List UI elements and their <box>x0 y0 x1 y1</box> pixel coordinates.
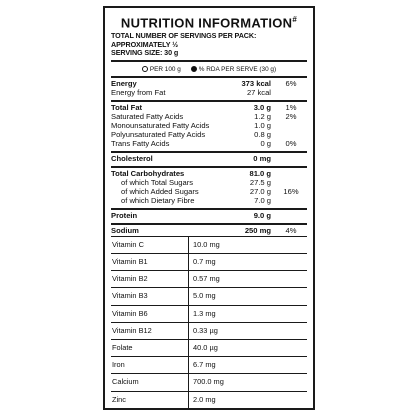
nutrient-rda <box>275 169 307 178</box>
nutrient-row <box>111 130 307 139</box>
nutrient-value: 27.5 g <box>249 177 271 187</box>
vitamin-row <box>111 270 307 287</box>
servings-per-pack: TOTAL NUMBER OF SERVINGS PER PACK: APPROXIMATELY ½ <box>111 31 257 49</box>
sodium-section <box>111 225 307 236</box>
nutrient-value: 81.0 g <box>249 168 271 178</box>
vitamin-row <box>111 236 307 253</box>
nutrient-rda <box>275 211 307 220</box>
nutrient-value: 373 kcal <box>241 78 271 88</box>
nutrient-rda: 6% <box>285 78 297 88</box>
nutrient-label: Polyunsaturated Fatty Acids <box>111 129 206 139</box>
nutrient-label: Monounsaturated Fatty Acids <box>111 120 210 130</box>
nutrient-label: Sodium <box>111 225 139 235</box>
vitamin-value: 10.0 mg <box>193 239 220 249</box>
nutrient-row <box>111 178 307 187</box>
nutrient-label: Energy <box>111 78 137 88</box>
vitamin-label: Iron <box>111 357 189 373</box>
servings-info <box>111 32 307 58</box>
nutrient-value: 0 mg <box>253 153 271 163</box>
protein-section <box>111 210 307 221</box>
nutrient-value: 27.0 g <box>249 186 271 196</box>
nutrient-rda <box>275 121 307 130</box>
nutrient-label: Total Carbohydrates <box>111 168 185 178</box>
legend-rda <box>191 66 276 73</box>
vitamin-value: 0.57 mg <box>193 274 220 284</box>
nutrient-row <box>111 121 307 130</box>
vitamin-value: 700.0 mg <box>193 377 224 387</box>
vitamin-mineral-list <box>105 236 313 408</box>
vitamin-value: 0.33 µg <box>193 325 218 335</box>
title-text: NUTRITION INFORMATION <box>120 15 293 31</box>
vitamin-label: Vitamin B12 <box>111 323 189 339</box>
vitamin-row <box>111 253 307 270</box>
nutrient-row <box>111 154 307 163</box>
vitamin-row <box>111 339 307 356</box>
filled-circle-icon <box>191 66 197 72</box>
nutrient-rda <box>275 88 307 97</box>
nutrient-label: Trans Fatty Acids <box>111 138 170 148</box>
open-circle-icon <box>142 66 148 72</box>
nutrient-rda: 4% <box>285 225 297 235</box>
vitamin-value: 6.7 mg <box>193 360 216 370</box>
vitamin-label: Zinc <box>111 392 189 408</box>
nutrient-value: 1.2 g <box>254 111 271 121</box>
vitamin-label: Vitamin B6 <box>111 306 189 322</box>
nutrient-row <box>111 88 307 97</box>
nutrient-label: of which Added Sugars <box>121 186 199 196</box>
nutrient-label: of which Total Sugars <box>121 177 194 187</box>
serving-size: SERVING SIZE: 30 g <box>111 48 179 58</box>
vitamin-label: Calcium <box>111 374 189 390</box>
vitamin-value: 0.7 mg <box>193 257 216 267</box>
nutrient-row <box>111 79 307 88</box>
nutrient-value: 250 mg <box>244 225 271 235</box>
vitamin-label: Vitamin B1 <box>111 254 189 270</box>
legend-rda-label: % RDA PER SERVE (30 g) <box>198 65 277 73</box>
legend-per100 <box>142 66 181 73</box>
vitamin-value: 40.0 µg <box>193 342 218 352</box>
nutrient-row <box>111 112 307 121</box>
nutrient-value: 0 g <box>260 138 271 148</box>
vitamin-row <box>111 322 307 339</box>
nutrient-rda: 16% <box>283 186 299 196</box>
title-mark: # <box>292 15 298 24</box>
nutrient-label: Protein <box>111 210 138 220</box>
nutrient-label: Saturated Fatty Acids <box>111 111 184 121</box>
nutrient-rda: 1% <box>285 102 297 112</box>
nutrient-row <box>111 139 307 148</box>
nutrient-row <box>111 187 307 196</box>
vitamin-value: 2.0 mg <box>193 394 216 404</box>
nutrient-value: 7.0 g <box>254 195 271 205</box>
nutrient-rda <box>275 154 307 163</box>
vitamin-label: Vitamin B2 <box>111 271 189 287</box>
vitamin-value: 5.0 mg <box>193 291 216 301</box>
nutrient-value: 3.0 g <box>253 102 271 112</box>
nutrient-label: Energy from Fat <box>111 87 166 97</box>
vitamin-row <box>111 356 307 373</box>
nutrient-value: 27 kcal <box>246 87 271 97</box>
vitamin-row <box>111 373 307 390</box>
divider <box>111 60 307 62</box>
vitamin-row <box>111 391 307 408</box>
nutrient-rda <box>275 178 307 187</box>
nutrient-row <box>111 226 307 235</box>
nutrient-rda <box>275 130 307 139</box>
vitamin-label: Folate <box>111 340 189 356</box>
nutrient-row <box>111 211 307 220</box>
carbohydrate-section <box>111 168 307 206</box>
vitamin-value: 1.3 mg <box>193 308 216 318</box>
nutrient-row <box>111 196 307 205</box>
nutrient-rda: 2% <box>285 111 297 121</box>
nutrient-row <box>111 169 307 178</box>
nutrient-value: 9.0 g <box>253 210 271 220</box>
vitamin-row <box>111 287 307 304</box>
nutrient-label: Total Fat <box>111 102 143 112</box>
nutrition-panel <box>103 6 315 410</box>
vitamin-label: Vitamin B3 <box>111 288 189 304</box>
nutrient-row <box>111 103 307 112</box>
cholesterol-section <box>111 153 307 164</box>
legend-per100-label: PER 100 g <box>149 65 181 73</box>
nutrient-value: 1.0 g <box>254 120 271 130</box>
nutrient-label: of which Dietary Fibre <box>121 195 195 205</box>
nutrient-rda <box>275 196 307 205</box>
fat-section <box>111 102 307 149</box>
column-legend <box>111 65 307 74</box>
vitamin-label: Vitamin C <box>111 237 189 253</box>
vitamin-row <box>111 305 307 322</box>
nutrient-label: Cholesterol <box>111 153 153 163</box>
nutrient-rda: 0% <box>285 138 297 148</box>
nutrient-value: 0.8 g <box>254 129 271 139</box>
energy-section <box>111 78 307 98</box>
panel-title <box>111 12 307 30</box>
